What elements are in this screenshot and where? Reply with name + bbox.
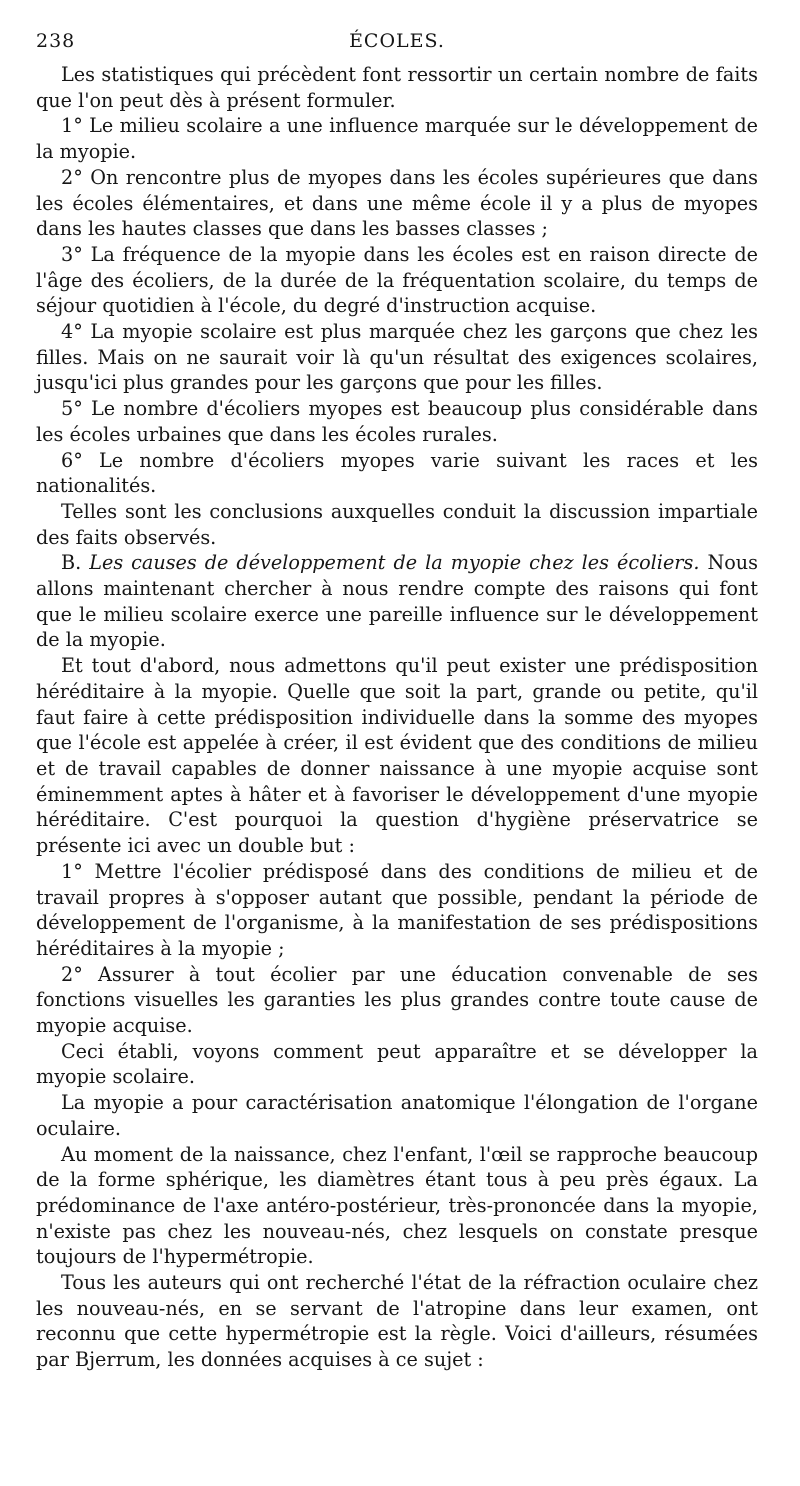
section-b-text: Nous allons maintenant chercher à nous rendre compte des raisons qui font que le milieu scolaire exerce une pareille influence sur le développement de la myopie. [36, 551, 758, 652]
paragraph-heredity: Et tout d'abord, nous admettons qu'il peut exister une prédisposition héréditaire à la myopie. Quelle que soit la part, grande ou petite, qu'il faut faire à cette prédisposition individuelle dans la somme des myopes que l'école est appelée à créer, il est évident que des conditions de milieu et de travail capables de donner naissance à une myopie acquise sont éminemment aptes à hâter et à favoriser le développement d'une myopie héréditaire. C'est pourquoi la question d'hygiène préservatrice se présente ici avec un double but : [36, 654, 758, 858]
paragraph-anatomy: La myopie a pour caractérisation anatomique l'élongation de l'organe oculaire. [36, 1091, 758, 1140]
paragraph-conclusion-1: 1° Le milieu scolaire a une influence marquée sur le développement de la myopie. [36, 114, 758, 164]
paragraph-conclusion-3: 3° La fréquence de la myopie dans les écoles est en raison directe de l'âge des écoliers, de la durée de la fréquentation scolaire, du temps de séjour quotidien à l'école, du degré d'instruction acquise. [36, 242, 758, 318]
section-title: Les causes de développement de la myopie chez les écoliers. [89, 551, 700, 575]
paragraph-transition: Ceci établi, voyons comment peut apparaître et se développer la myopie scolaire. [36, 1039, 758, 1089]
paragraph-section-b [36, 550, 758, 653]
paragraph-conclusion-5: 5° Le nombre d'écoliers myopes est beaucoup plus considérable dans les écoles urbaines que dans les écoles rurales. [36, 397, 758, 446]
section-label: B. [61, 551, 82, 575]
paragraph-newborn-eye: Au moment de la naissance, chez l'enfant, l'œil se rapproche beaucoup de la forme sphérique, les diamètres étant tous à peu près égaux. La prédominance de l'axe antéro-postérieur, très-prononcée dans la myopie, n'existe pas chez les nouveau-nés, chez lesquels on constate presque toujours de l'hypermétropie. [36, 1142, 758, 1269]
page-header [36, 30, 758, 56]
body-text [36, 62, 758, 1373]
paragraph-aim-2: 2° Assurer à tout écolier par une éducation convenable de ses fonctions visuelles les garanties les plus grandes contre toute cause de myopie acquise. [36, 962, 758, 1038]
page-number: 238 [36, 30, 76, 52]
paragraph-aim-1: 1° Mettre l'écolier prédisposé dans des conditions de milieu et de travail propres à s'opposer autant que possible, pendant la période de développement de l'organisme, à la manifestation de ses prédispositions héréditaires à la myopie ; [36, 859, 758, 960]
paragraph-conclusion-2: 2° On rencontre plus de myopes dans les écoles supérieures que dans les écoles élémentaires, et dans une même école il y a plus de myopes dans les hautes classes que dans les basses classes ; [36, 165, 758, 241]
paragraph-conclusion-6: 6° Le nombre d'écoliers myopes varie suivant les races et les nationalités. [36, 448, 758, 498]
paragraph-conclusion-4: 4° La myopie scolaire est plus marquée chez les garçons que chez les filles. Mais on ne saurait voir là qu'un résultat des exigences scolaires, jusqu'ici plus grandes pour les garçons que pour les filles. [36, 320, 758, 395]
paragraph-intro: Les statistiques qui précèdent font ressortir un certain nombre de faits que l'on peut dès à présent formuler. [36, 63, 758, 112]
paragraph-summary: Telles sont les conclusions auxquelles conduit la discussion impartiale des faits observés. [36, 499, 758, 549]
paragraph-authors: Tous les auteurs qui ont recherché l'état de la réfraction oculaire chez les nouveau-nés, en se servant de l'atropine dans leur examen, ont reconnu que cette hypermétropie est la règle. Voici d'ailleurs, résumées par Bjerrum, les données acquises à ce sujet : [36, 1271, 758, 1372]
running-title: ÉCOLES. [349, 30, 445, 52]
